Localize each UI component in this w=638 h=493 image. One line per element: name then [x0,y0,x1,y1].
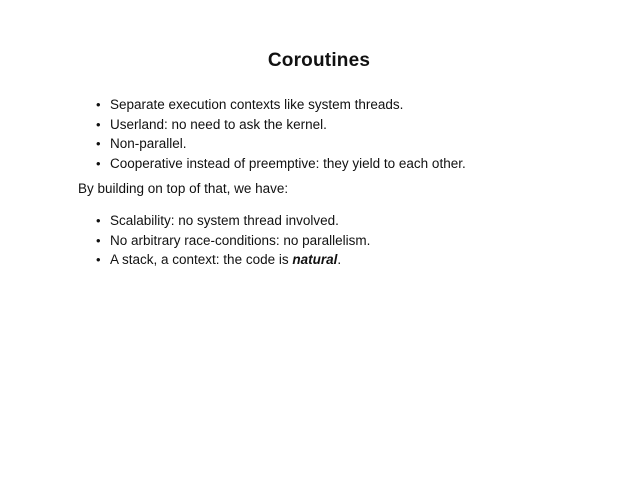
bullet-icon: • [96,213,101,228]
list-item-text: Scalability: no system thread involved. [110,213,339,228]
list-item-suffix: . [337,252,342,267]
list-item [96,231,370,251]
slide-title: Coroutines [267,50,371,71]
bullet-icon: • [96,97,101,112]
emphasis-text: natural [292,252,338,267]
benefit-list [96,211,370,270]
list-item-text: No arbitrary race-conditions: no parallelism. [110,232,371,248]
bullet-icon: • [96,136,101,151]
list-item-prefix: A stack, a context: the code is [110,252,293,267]
list-item-text: Separate execution contexts like system threads. [110,97,404,112]
list-item [96,250,370,270]
bullet-icon: • [96,232,101,248]
list-item [96,95,466,115]
bullet-icon: • [96,252,101,267]
list-item-text: Userland: no need to ask the kernel. [110,116,327,132]
list-item [96,211,370,231]
intro-paragraph: By building on top of that, we have: [78,181,289,196]
bullet-icon: • [96,155,101,171]
list-item-text: Cooperative instead of preemptive: they yield to each other. [110,155,466,171]
list-item [96,154,466,174]
list-item-text: Non-parallel. [110,136,187,151]
feature-list [96,95,466,173]
list-item [96,115,466,135]
list-item [96,134,466,154]
bullet-icon: • [96,116,101,132]
